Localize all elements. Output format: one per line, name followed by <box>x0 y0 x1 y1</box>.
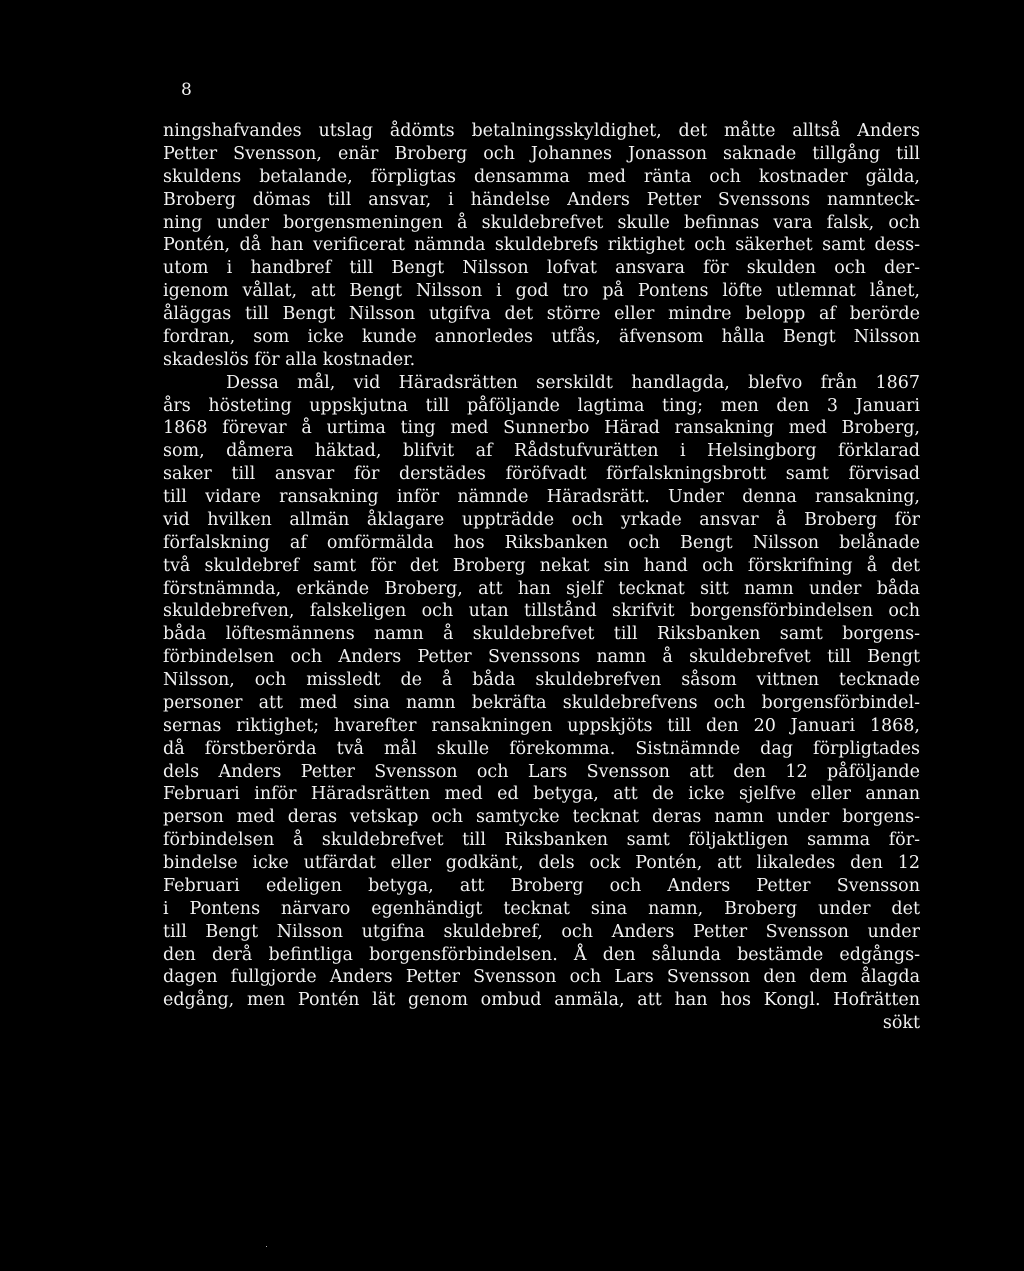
text-line: sernas riktighet; hvarefter ransakningen uppskjöts till den 20 Januari 1868, <box>163 715 920 736</box>
text-line: åläggas till Bengt Nilsson utgifva det större eller mindre belopp af berörde <box>163 304 920 324</box>
text-line: dels Anders Petter Svensson och Lars Svensson att den 12 påföljande <box>163 761 920 782</box>
text-line: Broberg dömas till ansvar, i händelse Anders Petter Svenssons namnteck- <box>163 189 920 210</box>
text-line: Februari edeligen betyga, att Broberg och Anders Petter Svensson <box>163 875 920 896</box>
text-line: utom i handbref till Bengt Nilsson lofvat ansvara för skulden och der- <box>163 258 920 279</box>
text-line: förbindelsen och Anders Petter Svenssons namn å skuldebrefvet till Bengt <box>163 647 920 668</box>
text-line: i Pontens närvaro egenhändigt tecknat sina namn, Broberg under det <box>163 898 920 919</box>
text-line: person med deras vetskap och samtycke tecknat deras namn under borgens- <box>163 807 920 828</box>
text-line: Februari inför Häradsrätten med ed betyga, att de icke sjelfve eller annan <box>163 784 920 805</box>
text-line: förbindelsen å skuldebrefvet till Riksbanken samt följaktligen samma för- <box>163 830 920 851</box>
scan-speck <box>266 1246 267 1247</box>
text-line: vid hvilken allmän åklagare uppträdde och yrkade ansvar å Broberg för <box>163 509 920 530</box>
text-line: Pontén, då han verificerat nämnda skuldebrefs riktighet och säkerhet samt dess- <box>163 235 920 256</box>
page-number: 8 <box>181 80 192 100</box>
text-line: igenom vållat, att Bengt Nilsson i god tro på Pontens löfte utlemnat lånet, <box>163 281 920 302</box>
text-line: saker till ansvar för derstädes föröfvadt förfalskningsbrott samt förvisad <box>163 464 920 485</box>
text-line: till vidare ransakning inför nämnde Häradsrätt. Under denna ransakning, <box>163 487 920 507</box>
body-text <box>163 120 920 1035</box>
text-line: skuldebrefven, falskeligen och utan tillstånd skrifvit borgensförbindelsen och <box>163 601 920 622</box>
text-line: personer att med sina namn bekräfta skuldebrefvens och borgensförbindel- <box>163 692 920 713</box>
text-line: två skuldebref samt för det Broberg nekat sin hand och förskrifning å det <box>163 555 920 576</box>
text-line: båda löftesmännens namn å skuldebrefvet till Riksbanken samt borgens- <box>163 624 920 645</box>
text-line: edgång, men Pontén lät genom ombud anmäla, att han hos Kongl. Hofrätten <box>163 990 920 1011</box>
text-line: Petter Svensson, enär Broberg och Johannes Jonasson saknade tillgång till <box>163 143 920 164</box>
text-line: dagen fullgjorde Anders Petter Svensson och Lars Svensson den dem ålagda <box>163 967 920 988</box>
text-line: bindelse icke utfärdat eller godkänt, dels ock Pontén, att likaledes den 12 <box>163 853 920 873</box>
text-line: års hösteting uppskjutna till påföljande lagtima ting; men den 3 Januari <box>163 395 920 416</box>
text-line: då förstberörda två mål skulle förekomma. Sistnämnde dag förpligtades <box>163 738 920 759</box>
text-line: den derå befintliga borgensförbindelsen. Å den sålunda bestämde edgångs- <box>163 944 920 965</box>
text-line: till Bengt Nilsson utgifna skuldebref, och Anders Petter Svensson under <box>163 921 920 942</box>
text-line: förfalskning af omförmälda hos Riksbanken och Bengt Nilsson belånade <box>163 532 920 553</box>
text-line: som, dåmera häktad, blifvit af Rådstufvurätten i Helsingborg förklarad <box>163 441 920 462</box>
text-line: ning under borgensmeningen å skuldebrefvet skulle befinnas vara falsk, och <box>163 212 920 233</box>
text-line: 1868 förevar å urtima ting med Sunnerbo Härad ransakning med Broberg, <box>163 418 920 439</box>
text-line: ningshafvandes utslag ådömts betalningsskyldighet, det måtte alltså Anders <box>163 121 920 141</box>
text-line: förstnämnda, erkände Broberg, att han sjelf tecknat sitt namn under båda <box>163 578 920 599</box>
paragraph-start-line: Dessa mål, vid Häradsrätten serskildt handlagda, blefvo från 1867 <box>226 372 920 393</box>
catchword: sökt <box>882 1013 920 1034</box>
text-line: Nilsson, och missledt de å båda skuldebrefven såsom vittnen tecknade <box>163 670 920 690</box>
text-line: skuldens betalande, förpligtas densamma med ränta och kostnader gälda, <box>163 166 920 187</box>
text-line: fordran, som icke kunde annorledes utfås, äfvensom hålla Bengt Nilsson <box>163 326 920 347</box>
paragraph-end-line: skadeslös för alla kostnader. <box>163 349 416 370</box>
